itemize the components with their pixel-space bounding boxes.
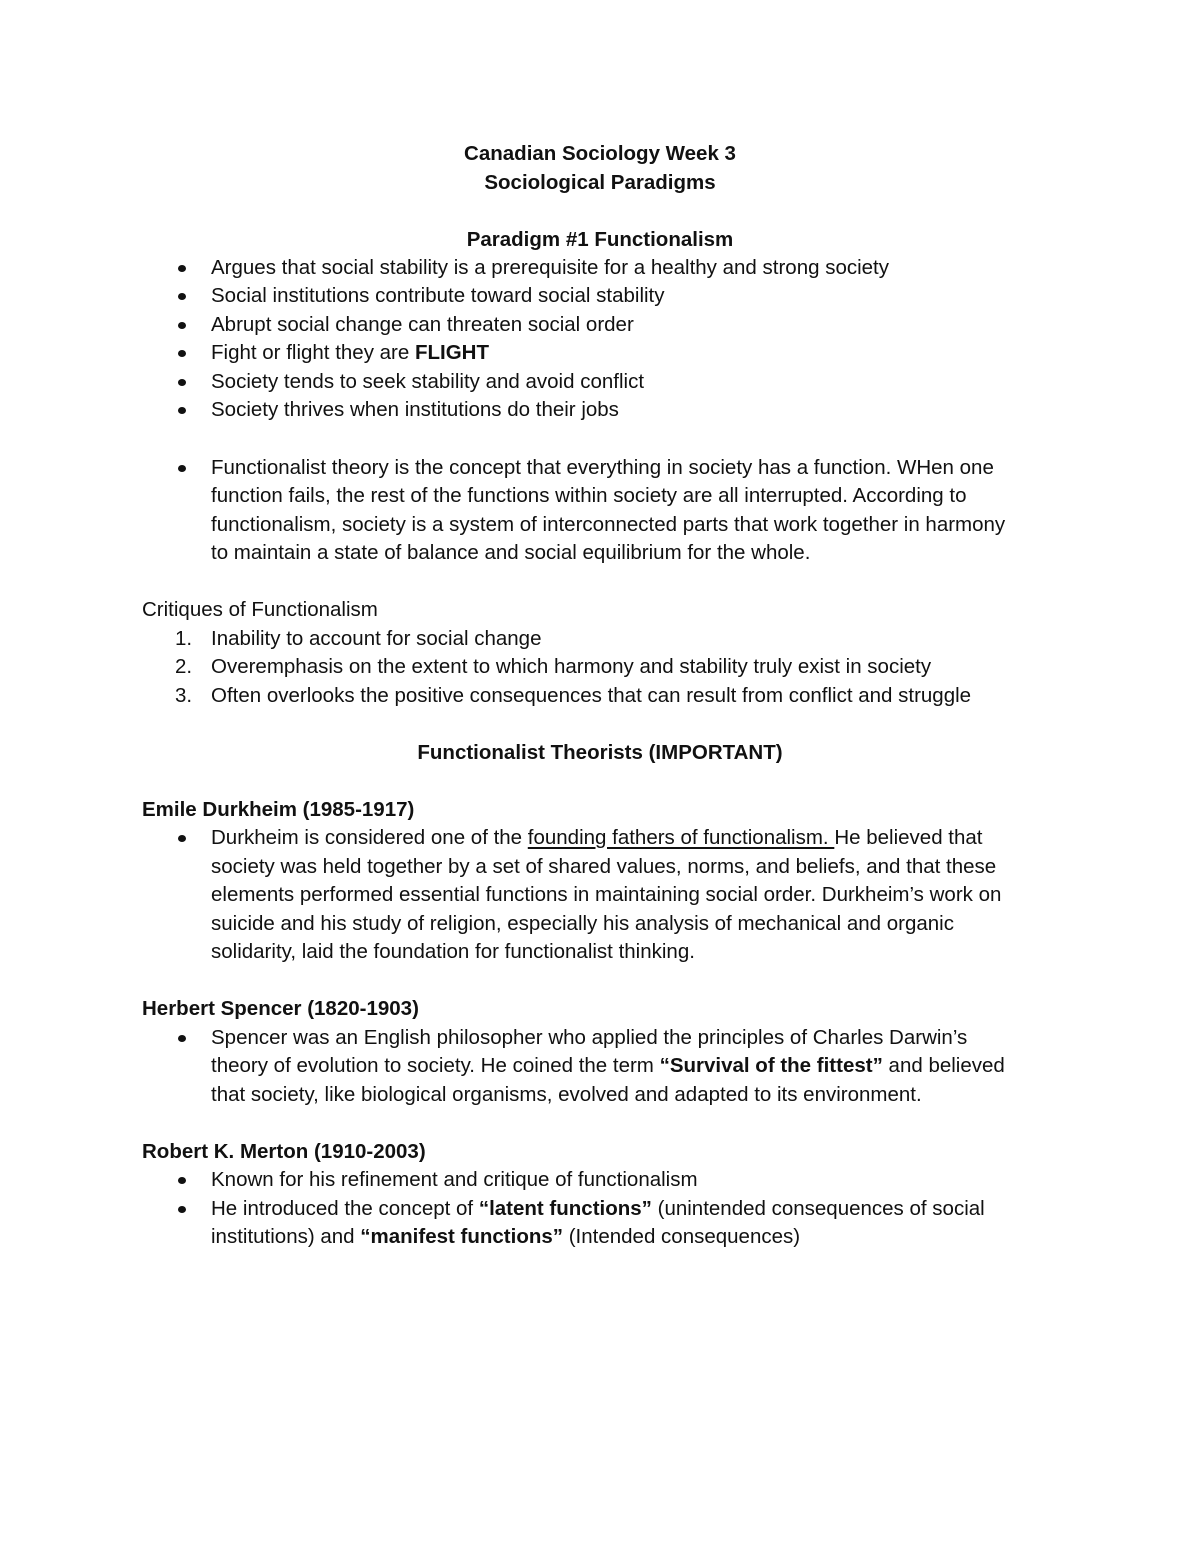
bullet-icon [178,379,186,386]
spencer-line: Spencer was an English philosopher who applied the principles of Charles Darwin’s [211,1026,968,1049]
bullet-icon [178,465,186,472]
paradigm-heading: Paradigm #1 Functionalism [466,228,734,251]
critique-item: Inability to account for social change [211,627,542,650]
critique-item: Overemphasis on the extent to which harmony and stability truly exist in society [211,655,932,678]
durkheim-text: He believed that [834,826,983,849]
spencer-line [211,1054,1005,1078]
list-item [211,341,489,365]
theorists-heading: Functionalist Theorists (IMPORTANT) [417,741,783,764]
document-subtitle: Sociological Paradigms [484,171,716,194]
spencer-bold-text: “Survival of the fittest” [659,1054,883,1077]
bullet-icon [178,1177,186,1184]
merton-heading: Robert K. Merton (1910-2003) [142,1140,426,1163]
critique-item: Often overlooks the positive consequences that can result from conflict and struggle [211,684,972,707]
theory-line: function fails, the rest of the functions within society are all interrupted. According to [211,484,967,507]
theory-line: Functionalist theory is the concept that everything in society has a function. WHen one [211,456,994,479]
merton-bold-text: “manifest functions” [360,1225,564,1248]
durkheim-line: solidarity, laid the foundation for functionalist thinking. [211,940,695,963]
durkheim-heading: Emile Durkheim (1985-1917) [142,798,415,821]
bullet-icon [178,1035,186,1042]
merton-text: institutions) and [211,1225,361,1248]
durkheim-line: society was held together by a set of shared values, norms, and beliefs, and that these [211,855,997,878]
document-title: Canadian Sociology Week 3 [464,142,736,165]
theory-line: functionalism, society is a system of interconnected parts that work together in harmony [211,513,1006,536]
bullet-icon [178,835,186,842]
merton-line: Known for his refinement and critique of functionalism [211,1168,698,1191]
list-number: 3. [175,684,193,707]
spencer-text: theory of evolution to society. He coined the term [211,1054,660,1077]
list-item: Society tends to seek stability and avoid conflict [211,370,645,393]
list-item: Society thrives when institutions do their jobs [211,398,619,421]
durkheim-underlined-text: founding fathers of functionalism. [527,826,835,849]
merton-line [211,1197,985,1221]
spencer-text: and believed [882,1054,1005,1077]
list-number: 1. [175,627,193,650]
bullet-icon [178,407,186,414]
bullet-icon [178,293,186,300]
bullet-icon [178,265,186,272]
durkheim-line [211,826,982,850]
merton-text: (unintended consequences of social [651,1197,985,1220]
list-item: Argues that social stability is a prerequisite for a healthy and strong society [211,256,889,279]
critiques-heading: Critiques of Functionalism [142,598,378,621]
list-item: Abrupt social change can threaten social order [211,313,634,336]
durkheim-line: elements performed essential functions in maintaining social order. Durkheim’s work on [211,883,1002,906]
bullet-icon [178,350,186,357]
bullet-icon [178,1206,186,1213]
merton-text: He introduced the concept of [211,1197,479,1220]
durkheim-text: Durkheim is considered one of the [211,826,528,849]
merton-line [211,1225,800,1249]
fight-bold-text: FLIGHT [414,341,489,364]
theory-line: to maintain a state of balance and social equilibrium for the whole. [211,541,811,564]
merton-text: (Intended consequences) [563,1225,801,1248]
list-number: 2. [175,655,193,678]
fight-text: Fight or flight they are [211,341,415,364]
spencer-line: that society, like biological organisms, evolved and adapted to its environment. [211,1083,922,1106]
merton-bold-text: “latent functions” [478,1197,652,1220]
bullet-icon [178,322,186,329]
list-item: Social institutions contribute toward social stability [211,284,665,307]
spencer-heading: Herbert Spencer (1820-1903) [142,997,419,1020]
durkheim-line: suicide and his study of religion, especially his analysis of mechanical and organic [211,912,954,935]
